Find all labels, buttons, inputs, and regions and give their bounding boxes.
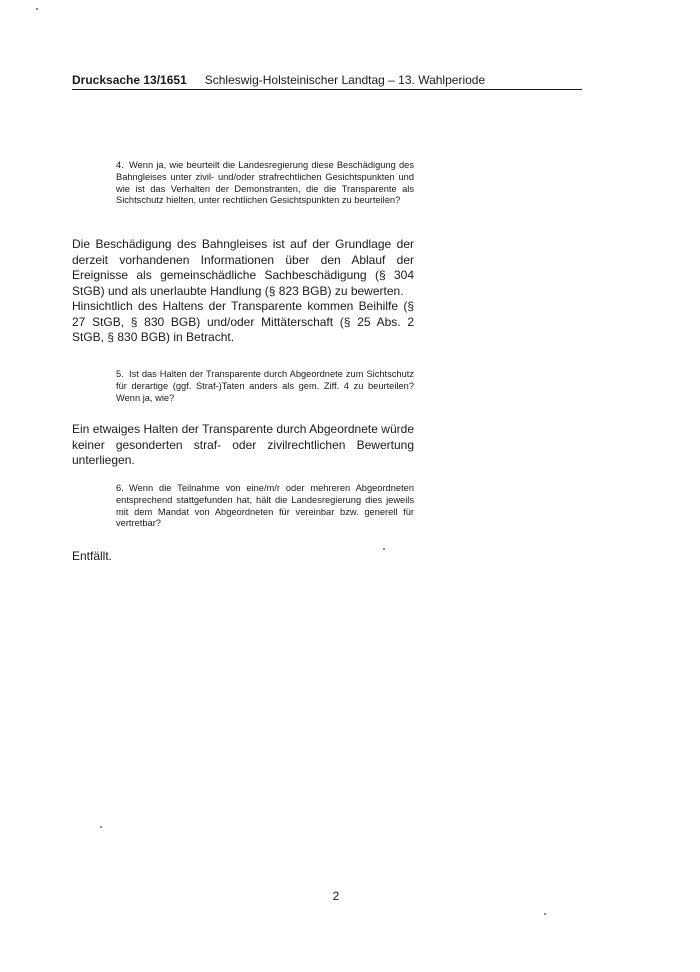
question-number: 6. <box>116 483 124 493</box>
question-5 <box>116 369 414 404</box>
scan-speck <box>100 826 102 828</box>
header-title: Schleswig-Holsteinischer Landtag – 13. Wahlperiode <box>204 73 486 87</box>
answer-6-paragraph-1: Entfällt. <box>72 549 113 563</box>
header-rule <box>72 89 582 90</box>
answer-4-paragraph-2: Hinsichtlich des Haltens der Transparente kommen Beihilfe (§ 27 StGB, § 830 BGB) und/oder Mittäterschaft (§ 25 Abs. 2 StGB, § 830 BGB) in Betracht. <box>72 299 414 345</box>
answer-5-paragraph-1: Ein etwaiges Halten der Transparente durch Abgeordnete würde keiner gesonderten straf- oder zivilrechtlichen Bewertung unterliegen. <box>72 422 414 468</box>
answer-4-paragraph-1: Die Beschädigung des Bahngleises ist auf der Grundlage der derzeit vorhandenen Informationen über den Ablauf der Ereignisse als gemeinschädliche Sachbeschädigung (§ 304 StGB) und als unerlaubte Handlung (§ 823 BGB) zu bewerten. <box>72 237 414 298</box>
question-4 <box>116 160 414 207</box>
question-number: 5. <box>116 369 124 379</box>
page-number: 2 <box>332 889 340 903</box>
question-text: Ist das Halten der Transparente durch Abgeordnete zum Sichtschutz für derartige (ggf. Straf-)Taten anders als gem. Ziff. 4 zu beurteilen? Wenn ja, wie? <box>116 369 414 403</box>
scan-speck <box>383 548 385 550</box>
scan-speck <box>544 913 546 915</box>
question-text: Wenn die Teilnahme von eine/m/r oder mehreren Abgeordneten entsprechend stattgefunden hat, hält die Landesregierung dies jeweils mit dem Mandat von Abgeordneten für vereinbar bzw. generell für vertretbar? <box>116 483 414 529</box>
page-header <box>72 73 582 87</box>
document-number: Drucksache 13/1651 <box>72 73 187 87</box>
question-text: Wenn ja, wie beurteilt die Landesregierung diese Beschädigung des Bahngleises unter zivil- und/oder strafrechtlichen Gesichtspunkten und wie ist das Verhalten der Demonstranten, die die Transparente als Sichtschutz hielten, unter rechtlichen Gesichtspunkten zu beurteilen? <box>116 160 414 206</box>
question-6 <box>116 483 414 530</box>
question-number: 4. <box>116 160 124 170</box>
scan-speck <box>36 8 38 10</box>
